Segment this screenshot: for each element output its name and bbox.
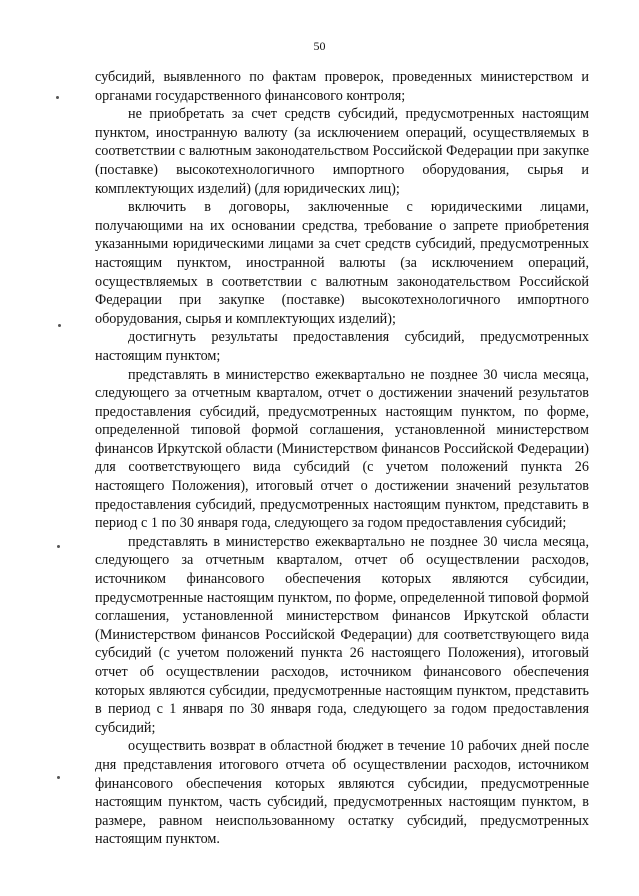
scan-speck <box>57 776 60 779</box>
scan-speck <box>57 545 60 548</box>
scan-speck <box>58 324 61 327</box>
paragraph-refund: осуществить возврат в областной бюджет в течение 10 рабочих дней после дня представления итогового отчета об осуществлении расходов, источником финансового обеспечения которых являются субсидии, предусмотренные настоящим пунктом, часть субсидий, предусмотренных настоящим пунктом, в размере, равном неиспользованному остатку субсидий, предусмотренных настоящим пунктом. <box>95 738 589 848</box>
page-number: 50 <box>313 39 326 53</box>
paragraph-continuation: субсидий, выявленного по фактам проверок, проведенных министерством и органами государственного финансового контроля; <box>95 69 589 104</box>
scan-speck <box>56 96 59 99</box>
paragraph-currency-ban: не приобретать за счет средств субсидий, предусмотренных настоящим пунктом, иностранную валюту (за исключением операций, осуществляемых в соответствии с валютным законодательством Российской Федерации при закупке (поставке) высокотехнологичного импортного оборудования, сырья и комплектующих изделий) (для юридических лиц); <box>95 106 589 197</box>
paragraph-achieve-results: достигнуть результаты предоставления субсидий, предусмотренных настоящим пунктом; <box>95 329 589 364</box>
paragraph-contract-requirement: включить в договоры, заключенные с юридическими лицами, получающими на их основании средства, требование о запрете приобретения указанными юридическими лицами за счет средств субсидий, предусмотренных настоящим пунктом, иностранной валюты (за исключением операций, осуществляемых в соответствии с валютным законодательством Российской Федерации при закупке (поставке) высокотехнологичного импортного оборудования, сырья и комплектующих изделий); <box>95 199 589 327</box>
paragraph-results-report: представлять в министерство ежеквартально не позднее 30 числа месяца, следующего за отчетным кварталом, отчет о достижении значений результатов предоставления субсидий, предусмотренных настоящим пунктом, по форме, определенной типовой формой соглашения, установленной министерством финансов Иркутской области (Министерством финансов Российской Федерации) для соответствующего вида субсидий (с учетом положений пункта 26 настоящего Положения), итоговый отчет о достижении значений результатов предоставления субсидий, предусмотренных настоящим пунктом, представить в период с 1 по 30 января года, следующего за годом предоставления субсидий; <box>95 366 589 532</box>
document-body <box>95 68 589 849</box>
paragraph-expenses-report: представлять в министерство ежеквартально не позднее 30 числа месяца, следующего за отчетным кварталом, отчет об осуществлении расходов, источником финансового обеспечения которых являются субсидии, предусмотренные настоящим пунктом, по форме, определенной типовой формой соглашения, установленной министерством финансов Иркутской области (Министерством финансов Российской Федерации) для соответствующего вида субсидий (с учетом положений пункта 26 настоящего Положения), итоговый отчет об осуществлении расходов, источником финансового обеспечения которых являются субсидии, предусмотренные настоящим пунктом, представить в период с 1 января по 30 января года, следующего за годом предоставления субсидий; <box>95 533 589 736</box>
